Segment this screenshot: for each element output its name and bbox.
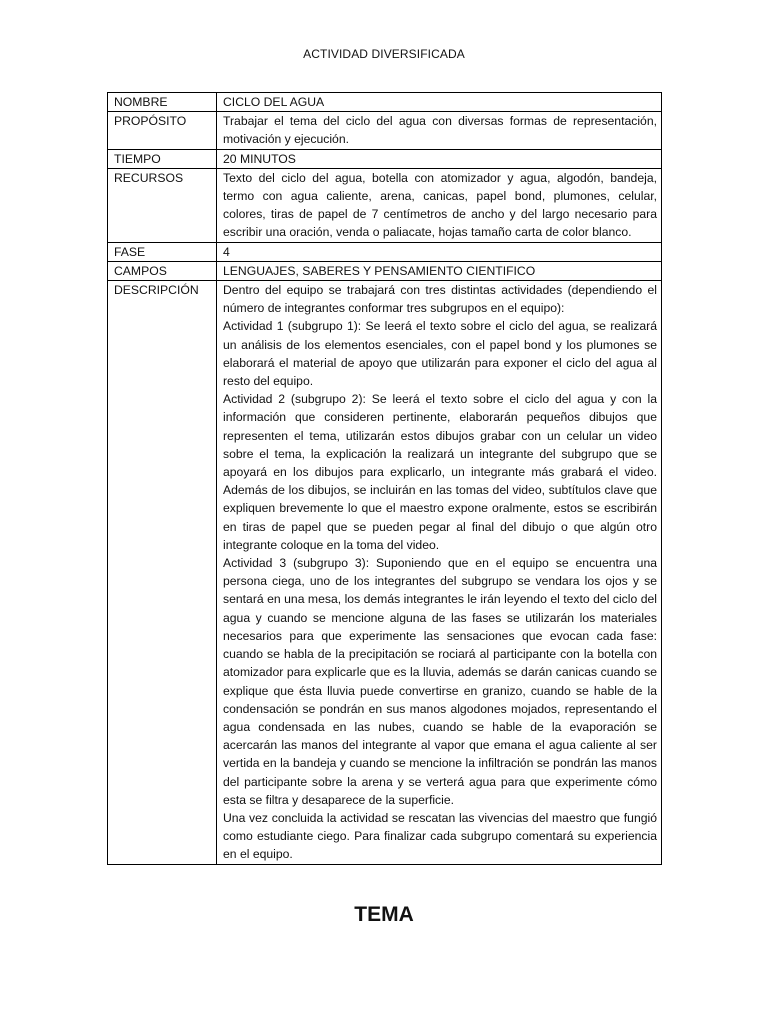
description-closing: Una vez concluida la actividad se rescatan las vivencias del maestro que fungió como estudiante ciego. Para finalizar cada subgrupo comentará su experiencia en el equipo. <box>223 810 657 862</box>
description-intro: Dentro del equipo se trabajará con tres distintas actividades (dependiendo el número de integrantes conformar tres subgrupos en el equipo): <box>223 283 657 316</box>
description-activity-2: Actividad 2 (subgrupo 2): Se leerá el texto sobre el ciclo del agua y con la información que consideren pertinente, elaborarán pequeños dibujos que representen el tema, utilizarán estos dibujos grabar con un celular un video sobre el tema, la explicación la realizará un integrante del subgrupo que se apoyará en los dibujos para explicarlo, un integrante más grabará el video. Además de los dibujos, se incluirán en las tomas del video, subtítulos clave que expliquen brevemente lo que el maestro expone oralmente, estos se escribirán en tiras de papel que se pueden pegar al final del dibujo o que algún otro integrante coloque en la toma del video. <box>223 392 657 552</box>
row-value-proposito <box>217 112 662 149</box>
table-row-campos <box>108 261 662 280</box>
row-label-recursos: RECURSOS <box>108 168 217 242</box>
row-value-campos <box>217 261 662 280</box>
value-paragraph: LENGUAJES, SABERES Y PENSAMIENTO CIENTIFICO <box>223 263 536 278</box>
table-row-proposito <box>108 112 662 149</box>
description-activity-3: Actividad 3 (subgrupo 3): Suponiendo que en el equipo se encuentra una persona ciega, uno de los integrantes del subgrupo se vendara los ojos y se sentará en una mesa, los demás integrantes le irán leyendo el texto del ciclo del agua y cuando se mencione alguna de las fases se utilizarán los materiales necesarios para que experimente las sensaciones que evocan cada fase: cuando se habla de la precipitación se rociará al participante con la botella con atomizador para explicarle que es la lluvia, además se darán canicas cuando se explique que ésta lluvia puede convertirse en granizo, cuando se hable de la condensación se pondrán en sus manos algodones mojados, representando el agua condensada en las nubes, cuando se hable de la evaporación se acercarán las manos del integrante al vapor que emana el agua caliente al ser vertida en la bandeja y cuando se mencione la infiltración se pondrán las manos del participante sobre la arena y se verterá agua para que experimente cómo esta se filtra y desaparece de la superficie. <box>223 556 657 807</box>
activity-table <box>107 92 662 865</box>
value-paragraph: Texto del ciclo del agua, botella con atomizador y agua, algodón, bandeja, termo con agua caliente, arena, canicas, papel bond, plumones, celular, colores, tiras de papel de 7 centímetros de ancho y del largo necesario para escribir una oración, venda o paliacate, hojas tamaño carta de color blanco. <box>223 170 657 240</box>
value-paragraph: CICLO DEL AGUA <box>223 95 325 109</box>
row-value-recursos <box>217 168 662 242</box>
row-value-tiempo <box>217 149 662 168</box>
table-row-nombre <box>108 93 662 112</box>
row-label-proposito: PROPÓSITO <box>108 112 217 149</box>
row-label-campos: CAMPOS <box>108 261 217 280</box>
value-paragraph: Trabajar el tema del ciclo del agua con diversas formas de representación, motivación y ejecución. <box>223 114 657 147</box>
table-row-fase <box>108 242 662 261</box>
row-value-nombre <box>217 93 662 112</box>
table-row-tiempo <box>108 149 662 168</box>
value-paragraph: 20 MINUTOS <box>223 151 296 166</box>
row-value-fase <box>217 242 662 261</box>
table-row-descripcion <box>108 281 662 865</box>
row-label-descripcion: DESCRIPCIÓN <box>108 281 217 865</box>
row-label-tiempo: TIEMPO <box>108 149 217 168</box>
topic-heading: TEMA <box>354 903 414 926</box>
value-paragraph: 4 <box>223 244 230 259</box>
description-activity-1: Actividad 1 (subgrupo 1): Se leerá el texto sobre el ciclo del agua, se realizará un análisis de los elementos esenciales, con el papel bond y los plumones se elaborará el material de apoyo que utilizarán para exponer el ciclo del agua al resto del equipo. <box>223 319 657 389</box>
row-value-descripcion <box>217 281 662 865</box>
table-row-recursos <box>108 168 662 242</box>
page-title: ACTIVIDAD DIVERSIFICADA <box>303 47 465 61</box>
row-label-nombre: NOMBRE <box>108 93 217 112</box>
row-label-fase: FASE <box>108 242 217 261</box>
